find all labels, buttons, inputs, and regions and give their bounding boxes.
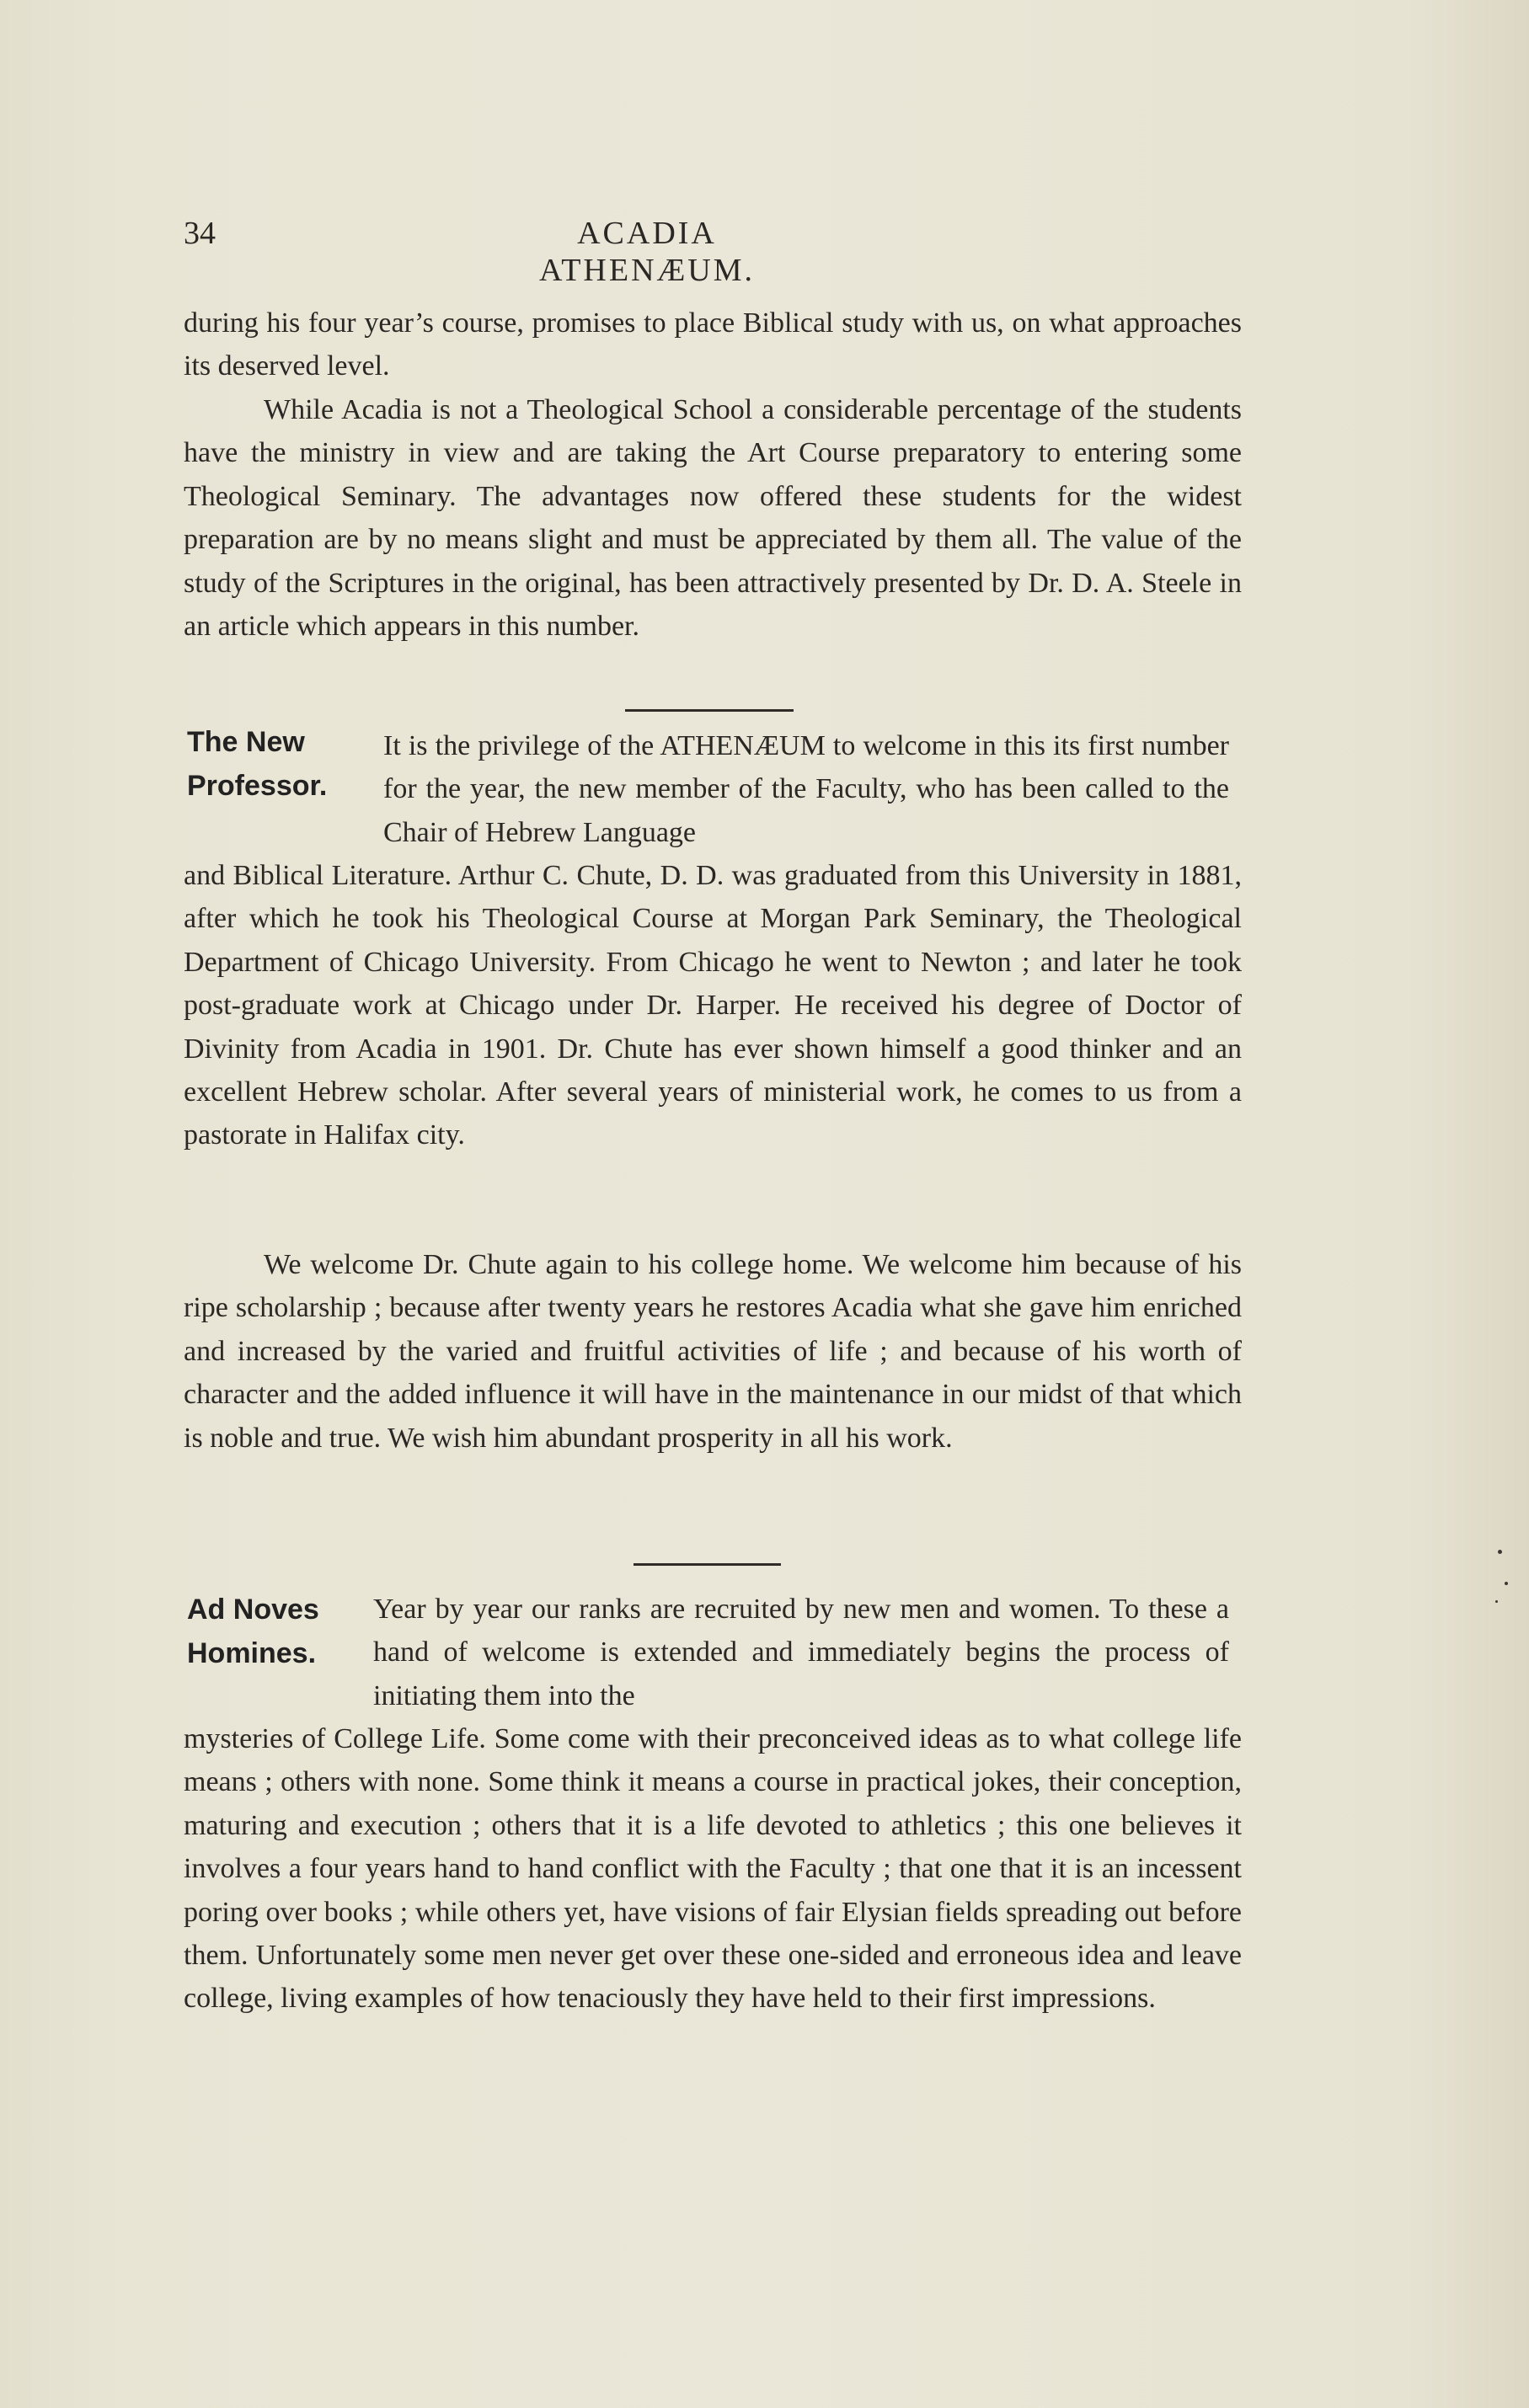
new-professor-opening: It is the privilege of the ATHENÆUM to welcome in this its first number for the year, the new member of the Faculty, who has been called to the Chair of Hebrew Language bbox=[383, 730, 1229, 848]
intro-paragraph-2: While Acadia is not a Theological School a considerable percentage of the students have the ministry in view and are taking the Art Course preparatory to entering some Theological Seminary. The advantages now offered these students for the widest preparation are by no means slight and must be appreciated by them all. The value of the study of the Scriptures in the original, has been attractively presented by Dr. D. A. Steele in an article which appears in this number. bbox=[184, 394, 1242, 643]
running-title: ACADIA ATHENÆUM. bbox=[538, 216, 756, 288]
section-divider bbox=[625, 709, 794, 712]
side-heading-line: Homines. bbox=[187, 1637, 317, 1669]
margin-speck bbox=[1505, 1582, 1508, 1585]
side-heading-new-professor bbox=[187, 720, 327, 808]
side-heading-line: Ad Noves bbox=[187, 1594, 319, 1626]
side-heading-ad-noves bbox=[187, 1588, 319, 1675]
margin-speck bbox=[1498, 1550, 1502, 1554]
side-heading-line: The New bbox=[187, 726, 305, 758]
ad-noves-opening: Year by year our ranks are recruited by new men and women. To these a hand of welcome is extended and immediately begins the process of initiating them into the bbox=[373, 1594, 1229, 1711]
page-number: 34 bbox=[184, 216, 216, 251]
new-professor-paragraph-2: We welcome Dr. Chute again to his college home. We welcome him because of his ripe scholarship ; because after twenty years he restores Acadia what she gave him enriched and increased by the varied and fruitful activities of life ; and because of his worth of character and the added influence it will have in the maintenance in our midst of that which is noble and true. We wish him abundant prosperity in all his work. bbox=[184, 1249, 1242, 1454]
intro-paragraph-1: during his four year’s course, promises to place Biblical study with us, on what approaches its deserved level. bbox=[184, 307, 1242, 382]
side-heading-line: Professor. bbox=[187, 770, 328, 802]
new-professor-paragraph-1: and Biblical Literature. Arthur C. Chute, D. D. was graduated from this University in 1881, after which he took his Theological Course at Morgan Park Seminary, the Theological Department of Chicago University. From Chicago he went to Newton ; and later he took post-graduate work at Chicago under Dr. Harper. He received his degree of Doctor of Divinity from Acadia in 1901. Dr. Chute has ever shown himself a good thinker and an excellent Hebrew scholar. After several years of ministerial work, he comes to us from a pastorate in Halifax city. bbox=[184, 860, 1242, 1151]
section-divider bbox=[634, 1563, 781, 1566]
running-header bbox=[184, 215, 1245, 288]
ad-noves-paragraph: mysteries of College Life. Some come with their preconceived ideas as to what college life means ; others with none. Some think it means a course in practical jokes, their conception, maturing and execution ; others that it is a life devoted to athletics ; this one believes it involves a four years hand to hand conflict with the Faculty ; that one that it is an incessent poring over books ; while others yet, have visions of fair Elysian fields spreading out before them. Unfortunately some men never get over these one-sided and erroneous idea and leave college, living examples of how tenaciously they have held to their first impressions. bbox=[184, 1723, 1242, 2015]
margin-speck bbox=[1495, 1600, 1498, 1603]
